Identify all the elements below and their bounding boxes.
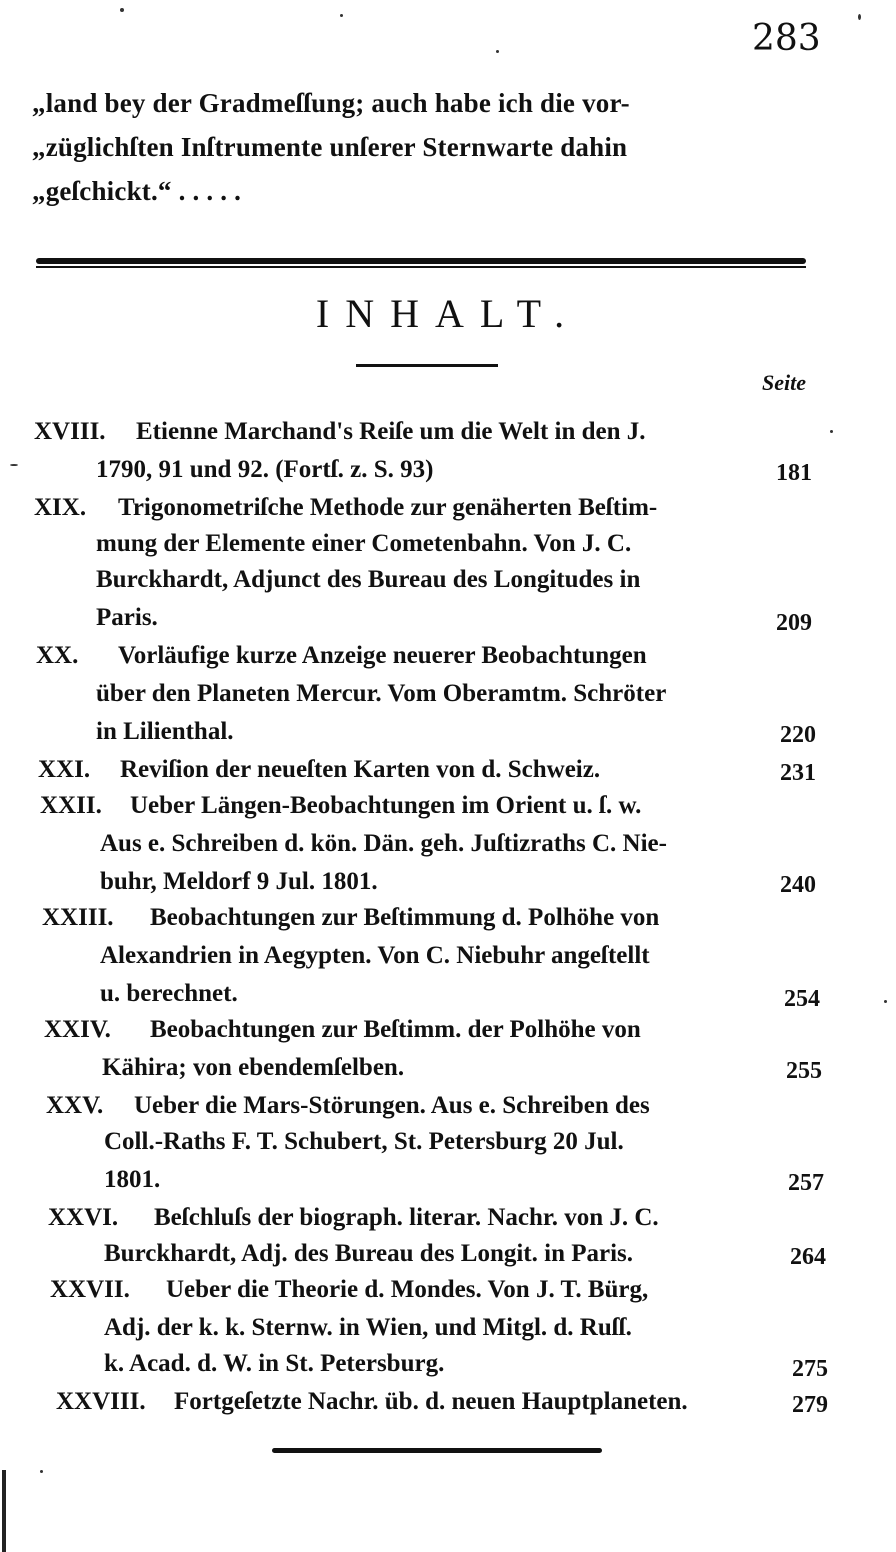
entry-number: XXVI.: [48, 1204, 119, 1231]
entry-number: XXV.: [46, 1092, 104, 1119]
entry-number: XIX.: [34, 494, 87, 521]
entry-line: Burckhardt, Adj. des Bureau des Longit. in Paris.: [104, 1240, 634, 1267]
contents-heading: INHALT.: [315, 291, 581, 336]
scan-speck: [40, 1470, 43, 1473]
entry-line: Ueber die Mars-Störungen. Aus e. Schreiben des: [134, 1092, 650, 1119]
entry-line: u. berechnet.: [100, 980, 238, 1007]
entry-page: 264: [790, 1244, 826, 1270]
entry-line: Burckhardt, Adjunct des Bureau des Longitudes in: [96, 566, 641, 593]
entry-number: XXVII.: [50, 1276, 130, 1303]
entry-number: XX.: [36, 642, 79, 669]
scan-speck: [120, 8, 124, 12]
entry-number: XVIII.: [34, 418, 106, 445]
entry-line: 1801.: [104, 1166, 161, 1193]
entry-line: Ueber die Theorie d. Mondes. Von J. T. Bürg,: [166, 1276, 649, 1303]
entry-line: Adj. der k. k. Sternw. in Wien, und Mitgl. d. Ruſſ.: [104, 1314, 632, 1341]
entry-page: 279: [792, 1392, 828, 1418]
entry-line: Ueber Längen-Beobachtungen im Orient u. ſ. w.: [130, 792, 642, 819]
page-column-label: Seite: [762, 370, 806, 395]
entry-line: Etienne Marchand's Reiſe um die Welt in den J.: [136, 418, 646, 445]
entry-page: 220: [780, 722, 816, 748]
entry-line: Aus e. Schreiben d. kön. Dän. geh. Juſtizraths C. Nie-: [100, 830, 667, 857]
entry-line: Beobachtungen zur Beſtimm. der Polhöhe von: [150, 1016, 641, 1043]
entry-number: XXIII.: [42, 904, 114, 931]
entry-line: Alexandrien in Aegypten. Von C. Niebuhr angeſtellt: [100, 942, 650, 969]
scan-speck: [858, 14, 861, 20]
entry-page: 209: [776, 610, 812, 636]
page-edge-shadow: [2, 1470, 6, 1552]
entry-number: XXVIII.: [56, 1388, 146, 1415]
entry-page: 231: [780, 760, 816, 786]
entry-page: 275: [792, 1356, 828, 1382]
section-divider-thin: [36, 266, 806, 268]
entry-line: Reviſion der neueſten Karten von d. Schweiz.: [120, 756, 601, 783]
entry-line: Beſchluſs der biograph. literar. Nachr. von J. C.: [154, 1204, 659, 1231]
page-number: 283: [752, 18, 821, 59]
entry-line: 1790, 91 und 92. (Fortſ. z. S. 93): [96, 456, 434, 483]
section-divider-thick: [36, 258, 806, 264]
entry-line: Trigonometriſche Methode zur genäherten Beſtim-: [118, 494, 658, 521]
entry-line: Paris.: [96, 604, 158, 631]
entry-line: Kähira; von ebendemſelben.: [102, 1054, 405, 1081]
continuation-line-2: „züglichſten Inſtrumente unſerer Sternwarte dahin: [32, 132, 628, 162]
scan-speck: [830, 430, 833, 433]
entry-line: Coll.-Raths F. T. Schubert, St. Petersburg 20 Jul.: [104, 1128, 624, 1155]
continuation-line-1: „land bey der Gradmeſſung; auch habe ich die vor-: [32, 88, 630, 118]
entry-line: mung der Elemente einer Cometenbahn. Von J. C.: [96, 530, 632, 557]
scan-speck: [10, 464, 18, 466]
entry-page: 257: [788, 1170, 824, 1196]
entry-line: in Lilienthal.: [96, 718, 234, 745]
entry-line: Vorläufige kurze Anzeige neuerer Beobachtungen: [118, 642, 647, 669]
scan-speck: [496, 50, 499, 53]
entry-line: Fortgeſetzte Nachr. üb. d. neuen Hauptplaneten.: [174, 1388, 688, 1415]
continuation-line-3: „geſchickt.“ . . . . .: [32, 176, 242, 206]
scan-speck: [340, 14, 343, 17]
entry-line: Beobachtungen zur Beſtimmung d. Polhöhe von: [150, 904, 660, 931]
entry-page: 240: [780, 872, 816, 898]
entry-line: buhr, Meldorf 9 Jul. 1801.: [100, 868, 378, 895]
entry-page: 181: [776, 460, 812, 486]
entry-page: 254: [784, 986, 820, 1012]
heading-underline: [356, 364, 498, 367]
entry-number: XXII.: [40, 792, 102, 819]
entry-page: 255: [786, 1058, 822, 1084]
scan-speck: [884, 1000, 887, 1003]
end-rule: [272, 1448, 602, 1453]
entry-number: XXIV.: [44, 1016, 111, 1043]
entry-line: über den Planeten Mercur. Vom Oberamtm. Schröter: [96, 680, 667, 707]
entry-number: XXI.: [38, 756, 91, 783]
entry-line: k. Acad. d. W. in St. Petersburg.: [104, 1350, 445, 1377]
